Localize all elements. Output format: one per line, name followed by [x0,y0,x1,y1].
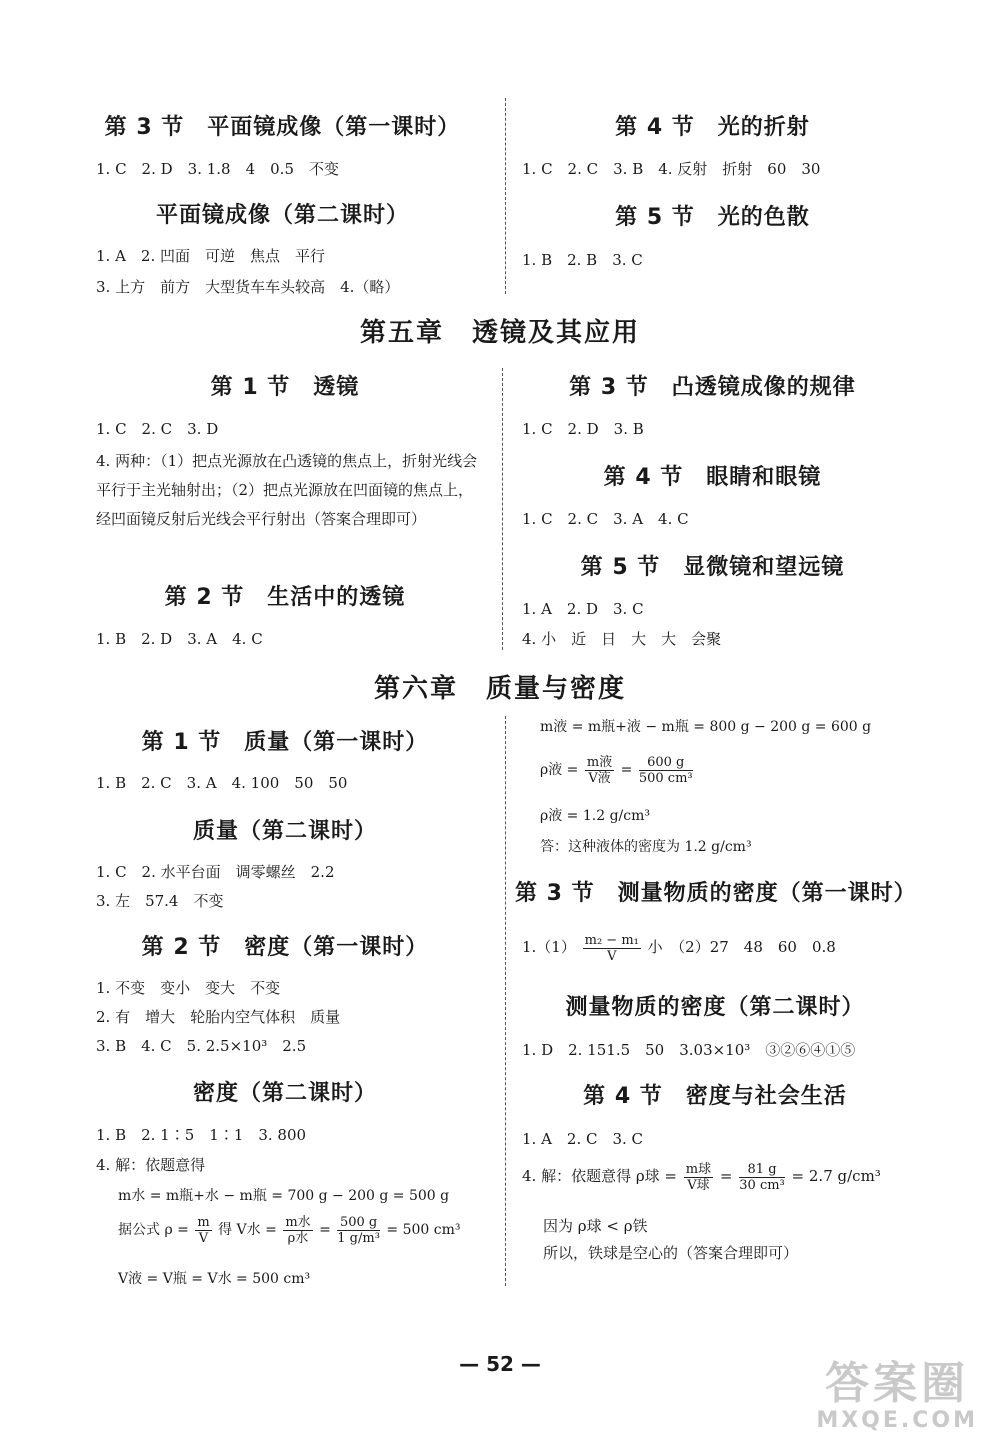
fraction [684,1162,713,1193]
section-heading: 平面镜成像（第二课时） [155,203,409,228]
denominator: V [198,1230,209,1246]
section-heading: 密度（第二课时） [192,1081,377,1106]
answer-line: 4. 解：依题意得 [96,1156,206,1174]
column-divider [505,716,506,1286]
numerator: 81 g [739,1162,785,1178]
eq-text: ρ液 = [540,762,579,778]
section-heading: 第 5 节 光的色散 [615,205,810,230]
section-heading: 第 1 节 透镜 [210,375,360,400]
section-heading: 第 2 节 生活中的透镜 [164,585,406,610]
section-heading: 第 3 节 凸透镜成像的规律 [569,375,856,400]
section-heading: 第 2 节 密度（第一课时） [141,935,429,960]
answer-line: 1. C 2. D 3. B [522,420,644,438]
section-heading: 第 4 节 眼睛和眼镜 [603,465,822,490]
eq-text: 1.（1） [522,938,576,956]
numerator: m水 [285,1214,311,1230]
answer-line: 1. C 2. C 3. D [96,420,219,438]
eq-text: 据公式 ρ = [118,1222,189,1238]
answer-line: 1. A 2. C 3. C [522,1130,644,1148]
denominator: V球 [687,1177,710,1193]
answer-line: 1. A 2. D 3. C [522,600,644,618]
eq-text: 4. 解：依题意得 ρ球 = [522,1167,678,1185]
equation: ρ液 = 1.2 g/cm³ [540,808,650,824]
answer-line: 1. A 2. 凹面 可逆 焦点 平行 [96,247,325,265]
chapter-title: 第五章 透镜及其应用 [359,318,640,348]
answer-line: 3. 上方 前方 大型货车车头较高 4.（略） [96,278,400,296]
equation: V液 = V瓶 = V水 = 500 cm³ [118,1271,311,1287]
equation: m液 = m瓶+液 − m瓶 = 800 g − 200 g = 600 g [540,719,872,735]
section-heading: 第 3 节 平面镜成像（第一课时） [104,115,461,140]
equation [118,1212,460,1248]
column-divider [502,368,503,650]
answer-line: 1. B 2. 1∶5 1∶1 3. 800 [96,1126,307,1144]
column-divider [505,98,506,294]
answer-line: 1. C 2. D 3. 1.8 4 0.5 不变 [96,160,339,178]
chapter-title: 第六章 质量与密度 [373,674,626,704]
answer-line: 1. B 2. D 3. A 4. C [96,630,263,648]
page-number: — 52 — [459,1352,541,1376]
numerator: m₂ − m₁ [584,932,639,948]
fraction [585,755,614,786]
answer-line: 1. B 2. B 3. C [522,251,643,269]
answer-line: 2. 有 增大 轮胎内空气体积 质量 [96,1008,341,1026]
eq-text: = [620,762,633,778]
section-heading: 测量物质的密度（第二课时） [565,995,865,1020]
answer-line: 答：这种液体的密度为 1.2 g/cm³ [540,839,752,855]
numerator: 600 g [639,755,693,771]
denominator: V液 [588,770,611,786]
answer-line: 因为 ρ球 < ρ铁 [543,1217,648,1235]
section-heading: 质量（第二课时） [192,819,377,844]
denominator: ρ水 [287,1230,309,1246]
denominator: 500 cm³ [638,770,693,786]
answer-paragraph: 4. 两种：（1）把点光源放在凸透镜的焦点上，折射光线会平行于主光轴射出；（2）把点光源放在凹面镜的焦点上，经凹面镜反射后光线会平行射出（答案合理即可） [96,452,478,528]
fraction [337,1215,380,1246]
section-heading: 第 5 节 显微镜和望远镜 [580,555,845,580]
eq-text: 小 （2）27 48 60 0.8 [647,938,836,956]
denominator: 1 g/m³ [337,1230,380,1246]
eq-text: = [719,1167,733,1185]
numerator: m球 [685,1161,712,1177]
fraction [739,1162,785,1193]
answer-line: 1. D 2. 151.5 50 3.03×10³ ③②⑥④①⑤ [522,1041,856,1059]
section-heading: 第 4 节 密度与社会生活 [583,1084,847,1109]
numerator: m [197,1214,210,1230]
fraction [639,755,693,786]
answer-line: 4. 小 近 日 大 大 会聚 [522,630,722,648]
answer-line: 1. C 2. C 3. A 4. C [522,510,689,528]
section-heading: 第 4 节 光的折射 [615,115,810,140]
numerator: m液 [586,754,613,770]
eq-text: = 2.7 g/cm³ [791,1167,881,1185]
fraction [583,933,641,964]
section-heading: 第 3 节 测量物质的密度（第一课时） [515,881,917,906]
denominator: 30 cm³ [739,1177,785,1193]
answer-line [522,1158,881,1194]
answer-line: 1. 不变 变小 变大 不变 [96,979,281,997]
fraction [283,1215,312,1246]
answer-line: 1. C 2. C 3. B 4. 反射 折射 60 30 [522,160,821,178]
denominator: V [607,948,617,964]
eq-text: 得 V水 = [218,1222,277,1238]
answer-line: 1. C 2. 水平台面 调零螺丝 2.2 [96,863,335,881]
eq-text: = 500 cm³ [386,1222,461,1238]
eq-text: = [319,1222,331,1238]
numerator: 500 g [337,1215,380,1231]
watermark-url: MXQE.COM [816,1408,978,1433]
watermark-text: 答案圈 [825,1358,970,1409]
answer-line: 3. B 4. C 5. 2.5×10³ 2.5 [96,1037,307,1055]
equation: m水 = m瓶+水 − m瓶 = 700 g − 200 g = 500 g [118,1188,450,1204]
equation [540,752,695,788]
watermark-logo [816,1360,978,1433]
answer-line [522,930,836,964]
answer-line: 3. 左 57.4 不变 [96,892,224,910]
section-heading: 第 1 节 质量（第一课时） [141,730,429,755]
answer-line: 1. B 2. C 3. A 4. 100 50 50 [96,774,348,792]
fraction [195,1215,211,1246]
answer-line: 所以，铁球是空心的（答案合理即可） [543,1244,799,1262]
